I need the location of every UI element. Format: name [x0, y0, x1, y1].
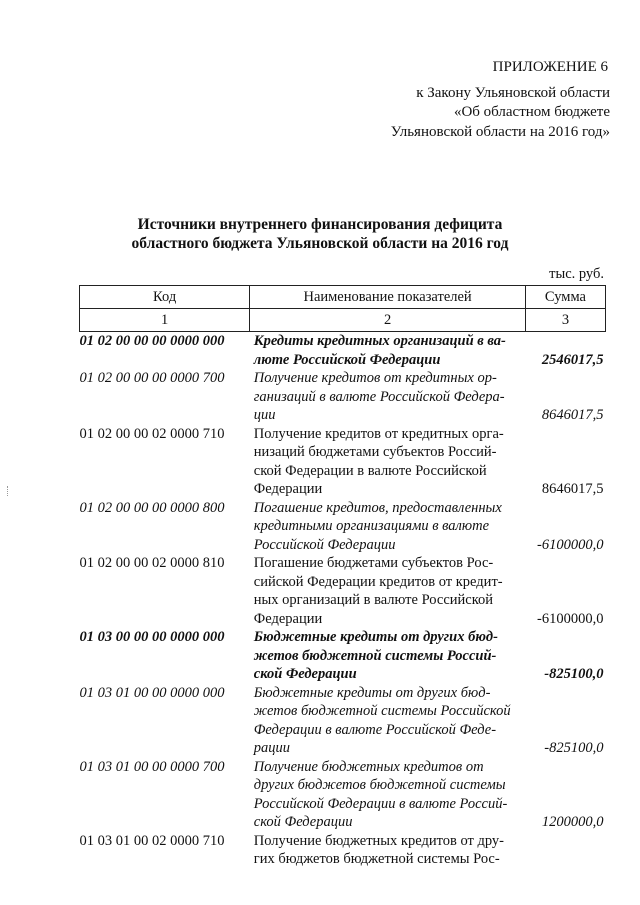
row-name-line: Получение бюджетных кредитов от дру- — [253, 832, 504, 849]
row-name — [250, 369, 526, 425]
table-body — [80, 332, 606, 869]
appendix-line-3: Ульяновской области на 2016 год» — [390, 123, 610, 140]
heading-line-1: Источники внутреннего финансирования дефицита — [137, 216, 503, 233]
row-name-line: Бюджетные кредиты от других бюд- — [253, 629, 498, 645]
row-name — [250, 554, 526, 628]
row-name-line: жетов бюджетной системы Российской — [253, 703, 511, 719]
table-row — [80, 758, 606, 832]
row-name — [250, 684, 526, 758]
row-sum: 2546017,5 — [541, 351, 604, 368]
appendix-title: ПРИЛОЖЕНИЕ 6 — [492, 59, 608, 75]
row-name-line: Федерации в валюте Российской Феде- — [253, 721, 497, 738]
header-code: Код — [80, 286, 250, 309]
row-sum: 8646017,5 — [541, 481, 604, 497]
appendix-line-2: «Об областном бюджете — [453, 104, 610, 120]
table-row — [80, 832, 606, 869]
row-sum: 1200000,0 — [541, 814, 604, 830]
margin-mark — [7, 486, 9, 496]
row-name-line: Получение кредитов от кредитных ор- — [253, 370, 497, 386]
row-code: 01 02 00 00 00 0000 000 — [79, 333, 225, 349]
row-name-line: сийской Федерации кредитов от кредит- — [253, 573, 503, 590]
column-number-row — [80, 309, 606, 332]
row-name-line: гих бюджетов бюджетной системы Рос- — [253, 851, 500, 867]
row-name-line: Погашение кредитов, предоставленных — [253, 499, 502, 516]
units-label: тыс. руб. — [549, 266, 604, 282]
appendix-line-1: к Закону Ульяновской области — [416, 84, 610, 101]
row-code: 01 03 00 00 00 0000 000 — [79, 629, 225, 645]
heading-line-2: областного бюджета Ульяновской области на 2016 год — [131, 235, 509, 252]
row-name-line: Российской Федерации — [253, 536, 396, 553]
row-name — [250, 832, 526, 869]
row-code: 01 03 01 00 00 0000 700 — [79, 758, 225, 775]
table-row — [80, 628, 606, 684]
row-name-line: ции — [253, 407, 276, 423]
row-name-line: рации — [253, 740, 291, 756]
header-sum: Сумма — [525, 286, 605, 309]
row-code: 01 03 01 00 02 0000 710 — [79, 832, 225, 849]
row-sum: -6100000,0 — [537, 610, 604, 627]
row-name-line: Федерации — [253, 481, 323, 497]
row-code: 01 02 00 00 00 0000 700 — [79, 370, 225, 386]
row-name-line: ганизаций в валюте Российской Федера- — [253, 388, 505, 405]
table-row — [80, 554, 606, 628]
table-row — [80, 369, 606, 425]
row-name — [250, 332, 526, 370]
row-name-line: ных организаций в валюте Российской — [253, 592, 494, 608]
row-name-line: ской Федерации — [253, 666, 357, 682]
row-code: 01 02 00 00 02 0000 810 — [79, 555, 225, 571]
row-sum: 8646017,5 — [541, 407, 604, 423]
financing-table — [79, 285, 606, 869]
row-name — [250, 425, 526, 499]
row-name-line: ской Федерации в валюте Российской — [253, 462, 487, 479]
row-sum: -825100,0 — [544, 666, 604, 682]
row-code: 01 03 01 00 00 0000 000 — [79, 684, 225, 701]
table-row — [80, 332, 606, 370]
row-name-line: кредитными организациями в валюте — [253, 518, 490, 534]
column-number-3: 3 — [525, 309, 605, 332]
table-row — [80, 499, 606, 555]
row-name-line: Получение бюджетных кредитов от — [253, 758, 484, 775]
row-name-line: Федерации — [253, 610, 323, 627]
row-name — [250, 499, 526, 555]
row-name-line: ской Федерации — [253, 814, 353, 830]
header-name: Наименование показателей — [250, 286, 526, 309]
table-row — [80, 425, 606, 499]
row-name-line: Погашение бюджетами субъектов Рос- — [253, 555, 494, 571]
row-name — [250, 628, 526, 684]
column-number-2: 2 — [250, 309, 526, 332]
row-name-line: Получение кредитов от кредитных орга- — [253, 425, 504, 442]
row-name-line: Российской Федерации в валюте Россий- — [253, 795, 508, 812]
row-name-line: жетов бюджетной системы Россий- — [253, 647, 497, 664]
row-name-line: люте Российской Федерации — [253, 351, 441, 368]
row-name-line: Кредиты кредитных организаций в ва- — [253, 333, 506, 349]
row-sum: -825100,0 — [544, 740, 604, 756]
row-name-line: других бюджетов бюджетной системы — [253, 777, 506, 793]
row-code: 01 02 00 00 00 0000 800 — [79, 499, 225, 516]
row-name — [250, 758, 526, 832]
row-name-line: Бюджетные кредиты от других бюд- — [253, 684, 491, 701]
row-sum: -6100000,0 — [537, 536, 604, 553]
appendix-block — [330, 58, 610, 142]
column-number-1: 1 — [80, 309, 250, 332]
header-row — [80, 286, 606, 309]
row-sum — [525, 832, 605, 869]
row-code: 01 02 00 00 02 0000 710 — [79, 425, 225, 442]
row-name-line: низаций бюджетами субъектов Россий- — [253, 444, 497, 460]
document-heading — [0, 215, 640, 253]
table-row — [80, 684, 606, 758]
